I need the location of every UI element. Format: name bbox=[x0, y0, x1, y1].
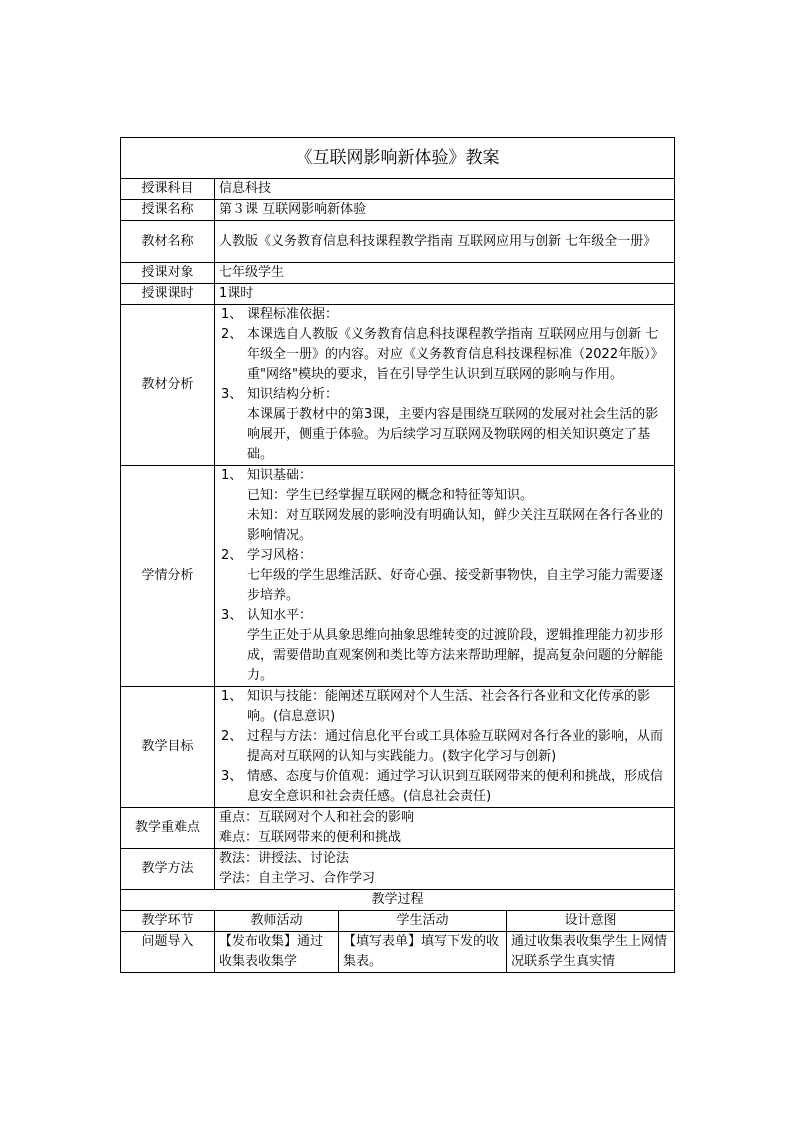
analysis-item: 1、 课程标准依据： bbox=[221, 307, 339, 322]
process-teacher-activity: 【发布收集】通过收集表收集学 bbox=[215, 932, 339, 973]
lesson-name-label: 授课名称 bbox=[121, 200, 215, 221]
lesson-name-value: 第３课 互联网影响新体验 bbox=[215, 200, 675, 221]
key-points-content bbox=[215, 808, 675, 849]
methods-label: 教学方法 bbox=[121, 849, 215, 890]
lesson-plan bbox=[120, 137, 674, 973]
learning-method-line: 学法：自主学习、合作学习 bbox=[219, 871, 376, 886]
goal-item: 3、 情感、态度与价值观：通过学习认识到互联网带来的便利和挑战，形成信息安全意识和社会责任感。(信息社会责任) bbox=[221, 769, 664, 804]
textbook-value: 人教版《义务教育信息科技课程教学指南 互联网应用与创新 七年级全一册》 bbox=[215, 221, 675, 263]
audience-label: 授课对象 bbox=[121, 263, 215, 284]
process-header-student: 学生活动 bbox=[339, 911, 507, 932]
process-title: 教学过程 bbox=[121, 890, 675, 911]
document-title: 《互联网影响新体验》教案 bbox=[121, 138, 675, 179]
key-points-label: 教学重难点 bbox=[121, 808, 215, 849]
analysis-content bbox=[215, 305, 675, 466]
analysis-item: 2、 本课选自人教版《义务教育信息科技课程教学指南 互联网应用与创新 七年级全一册》的内容。对应《义务教育信息科技课程标准（2022年版）》重"网络"模块的要求，旨在引导学生认识到互联网的影响与作用。 bbox=[221, 327, 664, 382]
students-known: 已知：学生已经掌握互联网的概念和特征等知识。 bbox=[247, 488, 534, 503]
process-header-teacher: 教师活动 bbox=[215, 911, 339, 932]
analysis-item: 3、 知识结构分析： bbox=[221, 387, 339, 402]
lesson-plan-table bbox=[120, 137, 675, 973]
process-design-intent: 通过收集表收集学生上网情况联系学生真实情 bbox=[507, 932, 675, 973]
students-style-text: 七年级的学生思维活跃、好奇心强、接受新事物快，自主学习能力需要逐步培养。 bbox=[247, 568, 664, 603]
teaching-method-line: 教法：讲授法、讨论法 bbox=[219, 851, 350, 866]
students-item: 2、 学习风格： bbox=[221, 548, 313, 563]
hours-label: 授课课时 bbox=[121, 284, 215, 305]
hours-value: 1课时 bbox=[215, 284, 675, 305]
students-item: 3、 认知水平： bbox=[221, 608, 313, 623]
goal-item: 2、 过程与方法：通过信息化平台或工具体验互联网对各行各业的影响，从而提高对互联网的认知与实践能力。(数字化学习与创新) bbox=[221, 729, 664, 764]
students-label: 学情分析 bbox=[121, 466, 215, 687]
subject-value: 信息科技 bbox=[215, 179, 675, 200]
textbook-label: 教材名称 bbox=[121, 221, 215, 263]
difficulty-line: 难点：互联网带来的便利和挑战 bbox=[219, 830, 402, 845]
goals-content bbox=[215, 687, 675, 808]
students-content bbox=[215, 466, 675, 687]
methods-content bbox=[215, 849, 675, 890]
goal-item: 1、 知识与技能：能阐述互联网对个人生活、社会各行各业和文化传承的影响。(信息意识) bbox=[221, 689, 651, 724]
analysis-label: 教材分析 bbox=[121, 305, 215, 466]
goals-label: 教学目标 bbox=[121, 687, 215, 808]
audience-value: 七年级学生 bbox=[215, 263, 675, 284]
process-header-intent: 设计意图 bbox=[507, 911, 675, 932]
students-unknown: 未知：对互联网发展的影响没有明确认知，鲜少关注互联网在各行各业的影响情况。 bbox=[247, 508, 664, 543]
key-point-line: 重点：互联网对个人和社会的影响 bbox=[219, 810, 415, 825]
process-stage: 问题导入 bbox=[121, 932, 215, 973]
process-header-stage: 教学环节 bbox=[121, 911, 215, 932]
subject-label: 授课科目 bbox=[121, 179, 215, 200]
analysis-detail: 本课属于教材中的第3课，主要内容是围绕互联网的发展对社会生活的影响展开，侧重于体验。为后续学习互联网及物联网的相关知识奠定了基础。 bbox=[247, 407, 659, 462]
students-cognition-text: 学生正处于从具象思维向抽象思维转变的过渡阶段，逻辑推理能力初步形成，需要借助直观案例和类比等方法来帮助理解，提高复杂问题的分解能力。 bbox=[247, 628, 664, 683]
process-student-activity: 【填写表单】填写下发的收集表。 bbox=[339, 932, 507, 973]
students-item: 1、 知识基础： bbox=[221, 468, 313, 483]
